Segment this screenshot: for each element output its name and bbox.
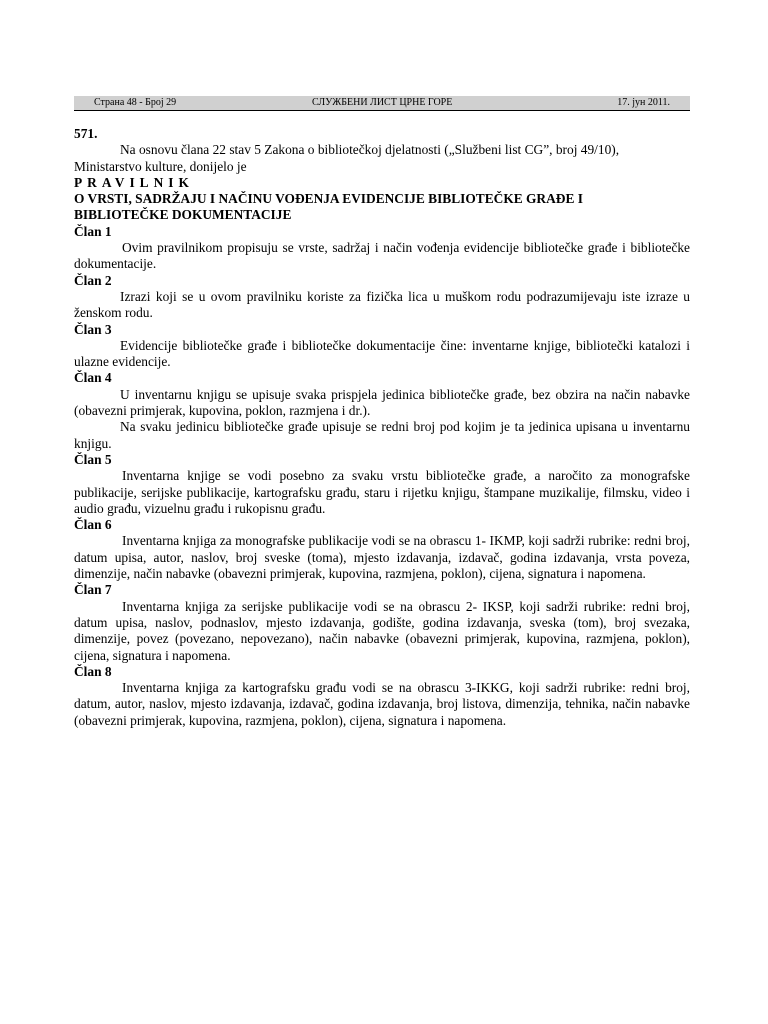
article-heading-1: Član 1 [74,223,112,239]
document-subtitle-line-1: O VRSTI, SADRŽAJU I NAČINU VOĐENJA EVIDENCIJE BIBLIOTEČKE GRAĐE I [74,191,583,207]
article-heading-3: Član 3 [74,321,112,337]
page-header [74,96,690,111]
intro-line-1: Na osnovu člana 22 stav 5 Zakona o bibliotečkoj djelatnosti („Službeni list CG”, broj 49/10), [120,142,620,158]
intro-line-2: Ministarstvo kulture, donijelo je [74,158,247,174]
document-number: 571. [74,126,98,141]
article-paragraph: Evidencije bibliotečke građe i bibliotečke dokumentacije čine: inventarne knjige, bibliotečki katalozi i ulazne evidencije. [74,337,690,370]
article-paragraph: U inventarnu knjigu se upisuje svaka prispjela jedinica bibliotečke građe, bez obzira na način nabavke (obavezni primjerak, kupovina, poklon, razmjena i dr.). [74,386,690,419]
header-page-number: Страна 48 - Број 29 [94,97,177,108]
document-title: PRAVILNIK [74,174,194,190]
document-subtitle-line-2: BIBLIOTEČKE DOKUMENTACIJE [74,207,292,223]
article-heading-2: Član 2 [74,272,112,288]
article-heading-6: Član 6 [74,517,112,533]
document-body [74,126,690,729]
article-paragraph: Inventarna knjige se vodi posebno za svaku vrstu bibliotečke građe, a naročito za monografske publikacije, serijske publikacije, kartografsku građu, staru i rijetku knjigu, štampane muzikalije, filmsku, video i audio građu, vizuelnu građu i rukopisnu građu. [74,468,690,516]
article-paragraph: Inventarna knjiga za kartografsku građu vodi se na obrascu 3-IKKG, koji sadrži rubrike: redni broj, datum, autor, naslov, mjesto izdavanja, izdavač, godina izdavanja, broj listova, dimenzija, tehnika, način nabavke (obavezni primjerak, kupovina, razmjena, poklon), cijena, signatura i napomena. [74,680,690,728]
header-publication-title: СЛУЖБЕНИ ЛИСТ ЦРНЕ ГОРЕ [312,97,453,108]
article-heading-8: Član 8 [74,663,112,679]
intro-paragraph [74,142,690,175]
article-paragraph: Ovim pravilnikom propisuju se vrste, sadržaj i način vođenja evidencije bibliotečke građe i bibliotečke dokumentacije. [74,240,690,272]
article-paragraph: Inventarna knjiga za monografske publikacije vodi se na obrascu 1- IKMP, koji sadrži rubrike: redni broj, datum upisa, autor, naslov, broj sveske (toma), mjesto izdavanja, izdavač, godina izdavanja, vrsta poveza, dimenzije, način nabavke (obavezni primjerak, kupovina, razmjena, poklon), cijena, signatura i napomena. [74,533,690,582]
article-heading-7: Član 7 [74,582,112,598]
header-date: 17. јун 2011. [617,97,670,108]
article-paragraph: Na svaku jedinicu bibliotečke građe upisuje se redni broj pod kojim je ta jedinica upisana u inventarnu knjigu. [74,419,690,451]
article-heading-4: Član 4 [74,370,112,386]
article-heading-5: Član 5 [74,451,112,467]
article-paragraph: Izrazi koji se u ovom pravilniku koriste za fizička lica u muškom rodu podrazumijevaju iste izraze u ženskom rodu. [74,288,690,321]
article-paragraph: Inventarna knjiga za serijske publikacije vodi se na obrascu 2- IKSP, koji sadrži rubrike: redni broj, datum upisa, naslov, podnaslov, mjesto izdavanja, godište, godina izdavanja, sveska (tom), broj svezaka, dimenzije, povez (povezano, nepovezano), način nabavke (obavezni primjerak, kupovina, razmjena, poklon), cijena, signatura i napomena. [74,598,690,663]
